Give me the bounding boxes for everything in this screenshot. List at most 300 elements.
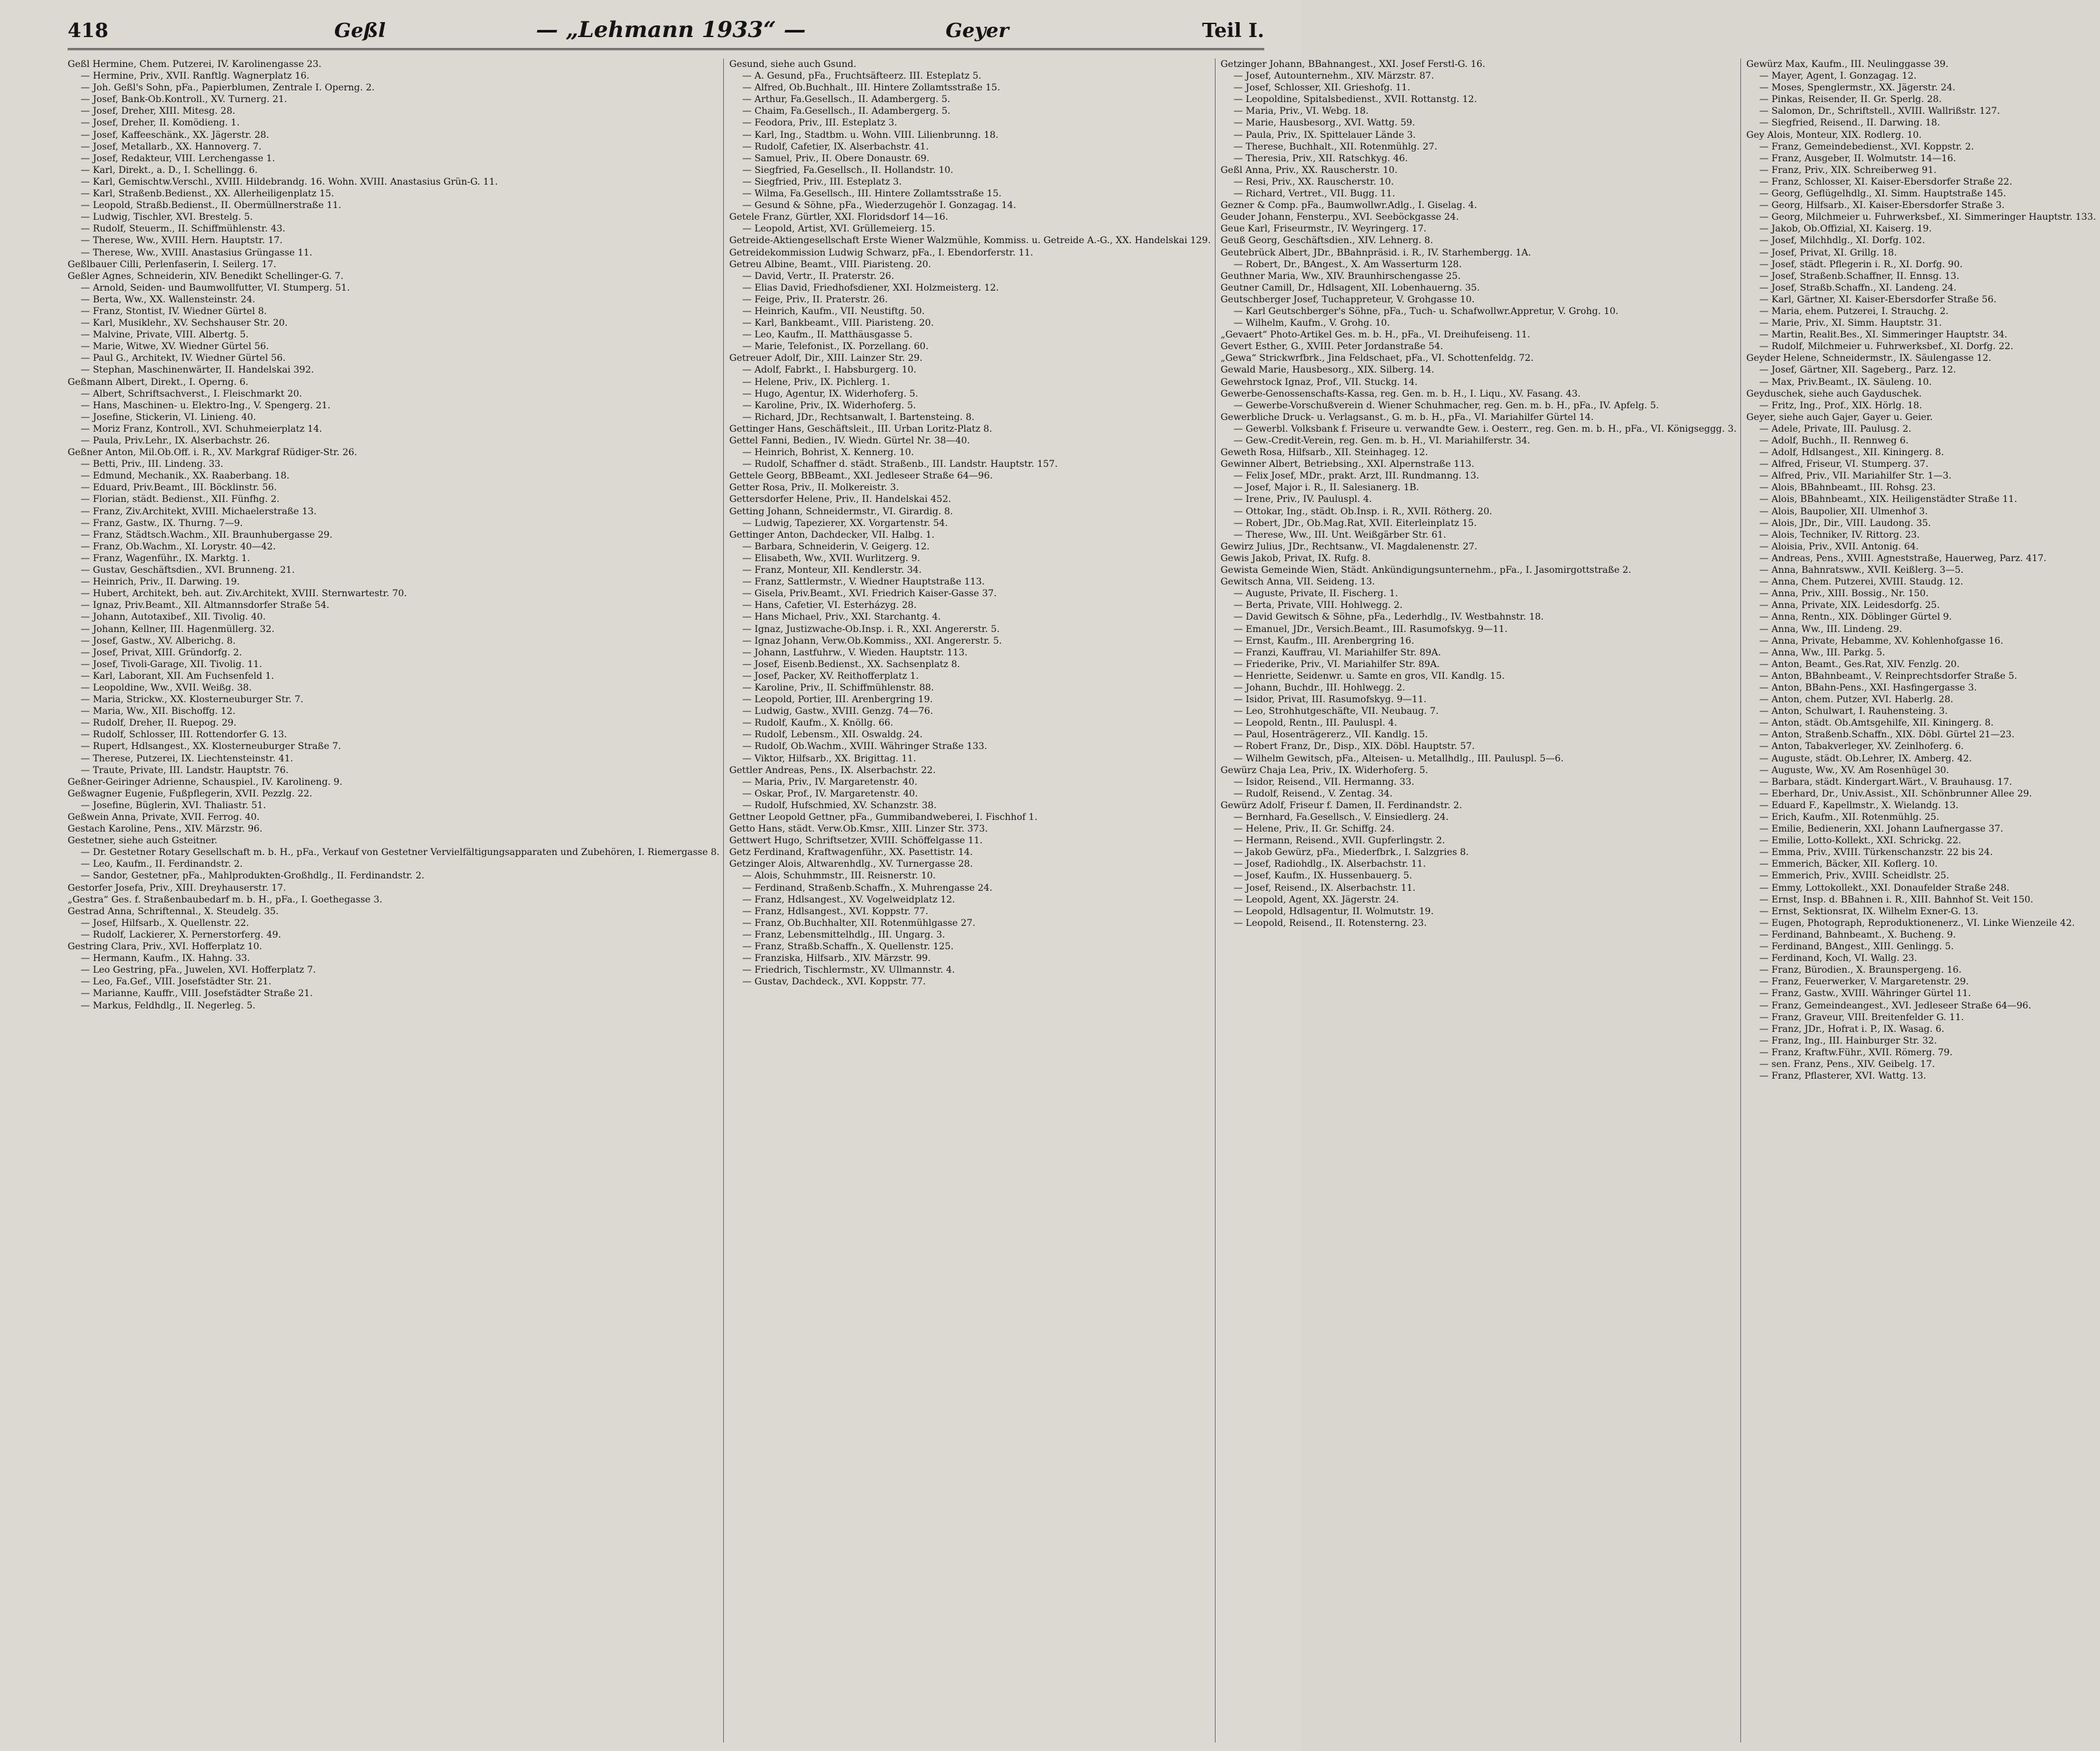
directory-entry: — Josef, Eisenb.Bedienst., XX. Sachsenplatz 8. bbox=[742, 659, 961, 670]
directory-columns bbox=[68, 59, 2096, 1743]
directory-entry: — Gustav, Geschäftsdien., XVI. Brunneng. 21. bbox=[81, 565, 295, 576]
directory-entry: — Georg, Hilfsarb., XI. Kaiser-Ebersdorfer Straße 3. bbox=[1759, 200, 2005, 211]
directory-entry: — David Gewitsch & Söhne, pFa., Lederhdlg., IV. Westbahnstr. 18. bbox=[1233, 612, 1544, 623]
directory-entry: Gewehrstock Ignaz, Prof., VII. Stuckg. 14. bbox=[1220, 376, 1418, 388]
directory-entry: Getele Franz, Gürtler, XXI. Floridsdorf 14—16. bbox=[729, 212, 948, 223]
directory-entry: — Gewerbl. Volksbank f. Friseure u. verwandte Gew. i. Oesterr., reg. Gen. m. b. H., pFa., VI. Königseggg. 3. bbox=[1233, 423, 1737, 434]
directory-entry: — Johann, Autotaxibef., XII. Tivolig. 40. bbox=[81, 612, 266, 623]
directory-entry: — Eduard, Priv.Beamt., III. Böcklinstr. 56. bbox=[81, 482, 277, 494]
directory-entry: — Franz, Ziv.Architekt, XVIII. Michaelerstraße 13. bbox=[81, 506, 317, 517]
directory-entry: — Eugen, Photograph, Reproduktionenerz., VI. Linke Wienzeile 42. bbox=[1759, 917, 2075, 928]
directory-entry: — Josef, Dreher, XIII. Mitesg. 28. bbox=[81, 106, 235, 117]
directory-entry: — Karl, Laborant, XII. Am Fuchsenfeld 1. bbox=[81, 670, 274, 681]
directory-entry: — Auguste, Ww., XV. Am Rosenhügel 30. bbox=[1759, 765, 1949, 776]
directory-entry: — Leo, Kaufm., II. Ferdinandstr. 2. bbox=[81, 859, 243, 870]
directory-column-3 bbox=[1221, 59, 1741, 1743]
right-running-head: Geyer bbox=[946, 20, 1009, 42]
directory-entry: — Franz, Hdlsangest., XVI. Koppstr. 77. bbox=[742, 906, 929, 917]
directory-entry: — Franz, Sattlermstr., V. Wiedner Hauptstraße 113. bbox=[742, 577, 985, 588]
directory-entry: Geßlbauer Cilli, Perlenfaserin, I. Seilerg. 17. bbox=[68, 259, 276, 270]
directory-entry: — Franz, Ob.Buchhalter, XII. Rotenmühlgasse 27. bbox=[742, 917, 976, 928]
directory-entry: — Franz, Gastw., XVIII. Währinger Gürtel 11. bbox=[1759, 988, 1971, 999]
directory-entry: — Traute, Private, III. Landstr. Hauptstr. 76. bbox=[81, 765, 289, 776]
directory-entry: Gewirz Julius, JDr., Rechtsanw., VI. Magdalenenstr. 27. bbox=[1220, 541, 1478, 552]
directory-entry: — Hermine, Priv., XVII. Ranftlg. Wagnerplatz 16. bbox=[81, 71, 310, 82]
directory-entry: — Ferdinand, BAngest., XIII. Genlingg. 5. bbox=[1759, 941, 1954, 953]
directory-entry: — Josef, Milchhdlg., XI. Dorfg. 102. bbox=[1759, 235, 1925, 246]
directory-entry: — Leopold, Hdlsagentur, II. Wolmutstr. 19. bbox=[1233, 906, 1434, 917]
directory-entry: — Josef, Straßb.Schaffn., XI. Landeng. 24. bbox=[1759, 282, 1957, 293]
directory-entry: — Auguste, Private, II. Fischerg. 1. bbox=[1233, 588, 1398, 599]
directory-entry: — Oskar, Prof., IV. Margaretenstr. 40. bbox=[742, 788, 918, 799]
directory-entry: Getzinger Alois, Altwarenhdlg., XV. Turnergasse 28. bbox=[729, 859, 973, 870]
directory-entry: — Josef, Gastw., XV. Alberichg. 8. bbox=[81, 635, 236, 646]
directory-entry: — Helene, Priv., II. Gr. Schiffg. 24. bbox=[1233, 824, 1395, 835]
directory-entry: — Franz, Priv., XIX. Schreiberweg 91. bbox=[1759, 165, 1937, 176]
directory-entry: — Feodora, Priv., III. Esteplatz 3. bbox=[742, 118, 897, 129]
directory-entry: — Josef, Hilfsarb., X. Quellenstr. 22. bbox=[81, 917, 249, 928]
directory-entry: — Theresia, Priv., XII. Ratschkyg. 46. bbox=[1233, 153, 1408, 164]
directory-entry: — Therese, Ww., III. Unt. Weißgärber Str. 61. bbox=[1233, 529, 1446, 540]
directory-entry: — Emmerich, Priv., XVIII. Scheidlstr. 25. bbox=[1759, 871, 1949, 882]
directory-entry: — Paul G., Architekt, IV. Wiedner Gürtel 56. bbox=[81, 353, 286, 364]
directory-entry: Gewitsch Anna, VII. Seideng. 13. bbox=[1220, 577, 1376, 588]
directory-entry: — Anna, Bahnratsww., XVII. Keißlerg. 3—5. bbox=[1759, 565, 1964, 576]
directory-entry: — Ignaz, Priv.Beamt., XII. Altmannsdorfer Straße 54. bbox=[81, 600, 330, 611]
directory-entry: — Isidor, Reisend., VII. Hermanng. 33. bbox=[1233, 776, 1415, 787]
directory-entry: — Jakob Gewürz, pFa., Miederfbrk., I. Salzgries 8. bbox=[1233, 847, 1469, 858]
directory-entry: — Hermann, Kaufm., IX. Hahng. 33. bbox=[81, 953, 250, 964]
directory-column-2 bbox=[729, 59, 1215, 1743]
directory-entry: — Ferdinand, Straßenb.Schaffn., X. Muhrengasse 24. bbox=[742, 882, 992, 893]
directory-entry: — Leo, Kaufm., II. Matthäusgasse 5. bbox=[742, 330, 913, 341]
directory-entry: — Alfred, Friseur, VI. Stumperg. 37. bbox=[1759, 459, 1929, 470]
directory-entry: Gevert Esther, G., XVIII. Peter Jordanstraße 54. bbox=[1220, 341, 1444, 352]
directory-entry: — Richard, Vertret., VII. Bugg. 11. bbox=[1233, 189, 1396, 200]
directory-entry: — Anna, Priv., XIII. Bossig., Nr. 150. bbox=[1759, 588, 1929, 599]
directory-entry: — Andreas, Pens., XVIII. Agneststraße, Hauerweg, Parz. 417. bbox=[1759, 553, 2047, 564]
directory-entry: Gettel Fanni, Bedien., IV. Wiedn. Gürtel Nr. 38—40. bbox=[729, 436, 970, 446]
directory-entry: — Martin, Realit.Bes., XI. Simmeringer Hauptstr. 34. bbox=[1759, 330, 2008, 341]
directory-entry: — Pinkas, Reisender, II. Gr. Sperlg. 28. bbox=[1759, 94, 1942, 105]
directory-entry: — Max, Priv.Beamt., IX. Säuleng. 10. bbox=[1759, 376, 1932, 388]
directory-entry: — Alfred, Priv., VII. Mariahilfer Str. 1—3. bbox=[1759, 471, 1952, 482]
directory-entry: — Johann, Buchdr., III. Hohlwegg. 2. bbox=[1233, 682, 1405, 693]
directory-entry: — Emmy, Lottokollekt., XXI. Donaufelder Straße 248. bbox=[1759, 882, 2010, 893]
directory-entry: — Franz, Ing., III. Hainburger Str. 32. bbox=[1759, 1035, 1937, 1046]
directory-entry: Gettler Andreas, Pens., IX. Alserbachstr. 22. bbox=[729, 765, 936, 776]
directory-entry: — Franz, Ausgeber, II. Wolmutstr. 14—16. bbox=[1759, 153, 1956, 164]
directory-entry: — Anna, Rentn., XIX. Döblinger Gürtel 9. bbox=[1759, 612, 1952, 623]
directory-entry: Geue Karl, Friseurmstr., IV. Weyringerg. 17. bbox=[1220, 224, 1427, 235]
directory-entry: — Maria, ehem. Putzerei, I. Strauchg. 2. bbox=[1759, 306, 1949, 317]
directory-entry: — Arthur, Fa.Gesellsch., II. Adambergerg. 5. bbox=[742, 94, 951, 105]
directory-entry: — Isidor, Privat, III. Rasumofskyg. 9—11. bbox=[1233, 694, 1427, 705]
directory-entry: — Alois, Baupolier, XII. Ulmenhof 3. bbox=[1759, 506, 1928, 517]
directory-entry: — Barbara, städt. Kindergart.Wärt., V. Brauhausg. 17. bbox=[1759, 776, 2012, 787]
directory-entry: — Hermann, Reisend., XVII. Gupferlingstr. 2. bbox=[1233, 836, 1445, 847]
directory-entry: — Franz, Graveur, VIII. Breitenfelder G. 11. bbox=[1759, 1012, 1964, 1023]
directory-entry: — Therese, Buchhalt., XII. Rotenmühlg. 27. bbox=[1233, 141, 1438, 152]
directory-entry: — Wilhelm, Kaufm., V. Grohg. 10. bbox=[1233, 318, 1390, 329]
directory-entry: Gettwert Hugo, Schriftsetzer, XVIII. Schöffelgasse 11. bbox=[729, 836, 983, 847]
directory-entry: — Betti, Priv., III. Lindeng. 33. bbox=[81, 459, 224, 470]
directory-entry: — Emilie, Lotto-Kollekt., XXI. Schrickg. 22. bbox=[1759, 836, 1961, 847]
directory-entry: — Anton, städt. Ob.Amtsgehilfe, XII. Kiningerg. 8. bbox=[1759, 718, 1994, 729]
directory-entry: — Rudolf, Reisend., V. Zentag. 34. bbox=[1233, 788, 1393, 799]
directory-entry: — Robert Franz, Dr., Disp., XIX. Döbl. Hauptstr. 57. bbox=[1233, 741, 1475, 752]
directory-entry: — Franz, Straßb.Schaffn., X. Quellenstr. 125. bbox=[742, 941, 954, 953]
directory-entry: — Salomon, Dr., Schriftstell., XVIII. Wallrißstr. 127. bbox=[1759, 106, 2000, 117]
directory-entry: Gewinner Albert, Betriebsing., XXI. Alpernstraße 113. bbox=[1220, 459, 1474, 470]
directory-entry: — Karl, Straßenb.Bedienst., XX. Allerheiligenplatz 15. bbox=[81, 189, 334, 200]
directory-entry: — Franz, Ob.Wachm., XI. Lorystr. 40—42. bbox=[81, 541, 276, 552]
directory-entry: — Gisela, Priv.Beamt., XVI. Friedrich Kaiser-Gasse 37. bbox=[742, 588, 997, 599]
directory-entry: — Heinrich, Priv., II. Darwing. 19. bbox=[81, 577, 240, 588]
directory-entry: — Markus, Feldhdlg., II. Negerleg. 5. bbox=[81, 1000, 256, 1011]
directory-entry: — Karl, Gärtner, XI. Kaiser-Ebersdorfer Straße 56. bbox=[1759, 294, 1997, 305]
directory-entry: Geßmann Albert, Direkt., I. Operng. 6. bbox=[68, 376, 248, 388]
directory-entry: — Franz, JDr., Hofrat i. P., IX. Wasag. 6. bbox=[1759, 1023, 1945, 1034]
directory-entry: Gewista Gemeinde Wien, Städt. Ankündigungsunternehm., pFa., I. Jasomirgottstraße 2. bbox=[1220, 565, 1632, 576]
directory-entry: — Therese, Ww., XVIII. Hern. Hauptstr. 17. bbox=[81, 235, 283, 246]
directory-entry: Gettele Georg, BBBeamt., XXI. Jedleseer Straße 64—96. bbox=[729, 471, 993, 482]
directory-entry: — Johann, Kellner, III. Hagenmüllerg. 32. bbox=[81, 624, 275, 635]
directory-entry: — Emanuel, JDr., Versich.Beamt., III. Rasumofskyg. 9—11. bbox=[1233, 624, 1508, 635]
directory-entry: — Hugo, Agentur, IX. Widerhoferg. 5. bbox=[742, 388, 918, 399]
directory-entry: — Wilhelm Gewitsch, pFa., Alteisen- u. Metallhdlg., III. Pauluspl. 5—6. bbox=[1233, 753, 1564, 764]
directory-entry: Geßl Hermine, Chem. Putzerei, IV. Karolinengasse 23. bbox=[68, 59, 322, 70]
directory-entry: — Karl, Musiklehr., XV. Sechshauser Str. 20. bbox=[81, 318, 288, 329]
directory-entry: — Gew.-Credit-Verein, reg. Gen. m. b. H., VI. Mariahilferstr. 34. bbox=[1233, 436, 1530, 446]
directory-entry: — Rudolf, Schlosser, III. Rottendorfer G. 13. bbox=[81, 730, 287, 741]
directory-entry: — Alois, Techniker, IV. Rittorg. 23. bbox=[1759, 529, 1920, 540]
directory-entry: — Marie, Witwe, XV. Wiedner Gürtel 56. bbox=[81, 341, 269, 352]
directory-entry: — Leopoldine, Ww., XVII. Weißg. 38. bbox=[81, 682, 252, 693]
directory-entry: — Henriette, Seidenwr. u. Samte en gros, VII. Kandlg. 15. bbox=[1233, 670, 1505, 681]
directory-entry: — Leopoldine, Spitalsbedienst., XVII. Rottanstg. 12. bbox=[1233, 94, 1478, 105]
directory-entry: Gezner & Comp. pFa., Baumwollwr.Adlg., I. Giselag. 4. bbox=[1220, 200, 1478, 211]
directory-entry: — Wilma, Fa.Gesellsch., III. Hintere Zollamtsstraße 15. bbox=[742, 189, 1002, 200]
directory-entry: — Adolf, Fabrkt., I. Habsburgerg. 10. bbox=[742, 365, 917, 376]
directory-entry: — Franz, Hdlsangest., XV. Vogelweidplatz 12. bbox=[742, 894, 955, 905]
directory-entry: Getting Johann, Schneidermstr., VI. Girardig. 8. bbox=[729, 506, 953, 517]
directory-entry: — Rudolf, Dreher, II. Ruepog. 29. bbox=[81, 718, 237, 729]
directory-entry: — Franz, Bürodien., X. Braunspergeng. 16. bbox=[1759, 965, 1962, 976]
directory-entry: — Emilie, Bedienerin, XXI. Johann Laufnergasse 37. bbox=[1759, 824, 2004, 835]
directory-entry: — Anna, Chem. Putzerei, XVIII. Staudg. 12. bbox=[1759, 577, 1963, 588]
directory-entry: — Therese, Putzerei, IX. Liechtensteinstr. 41. bbox=[81, 753, 293, 764]
directory-entry: — Josef, Privat, XI. Grillg. 18. bbox=[1759, 247, 1897, 258]
directory-entry: — Rudolf, Hufschmied, XV. Schanzstr. 38. bbox=[742, 800, 937, 811]
directory-entry: — Josef, Straßenb.Schaffner, II. Ennsg. 13. bbox=[1759, 270, 1960, 282]
publication-title: — „Lehmann 1933“ — bbox=[536, 17, 806, 43]
directory-entry: — Felix Josef, MDr., prakt. Arzt, III. Rundmanng. 13. bbox=[1233, 471, 1480, 482]
directory-entry: — Johann, Lastfuhrw., V. Wieden. Hauptstr. 113. bbox=[742, 647, 968, 658]
directory-entry: — Helene, Priv., IX. Pichlerg. 1. bbox=[742, 376, 890, 388]
directory-entry: — Josef, Dreher, II. Komödieng. 1. bbox=[81, 118, 240, 129]
directory-entry: Geyer, siehe auch Gajer, Gayer u. Geier. bbox=[1746, 412, 1933, 423]
directory-entry: — Ernst, Insp. d. BBahnen i. R., XIII. Bahnhof St. Veit 150. bbox=[1759, 894, 2034, 905]
directory-entry: Getzinger Johann, BBahnangest., XXI. Josef Ferstl-G. 16. bbox=[1220, 59, 1485, 70]
directory-entry: — Bernhard, Fa.Gesellsch., V. Einsiedlerg. 24. bbox=[1233, 812, 1449, 823]
directory-entry: — Emmerich, Bäcker, XII. Koflerg. 10. bbox=[1759, 859, 1938, 870]
directory-entry: — Erich, Kaufm., XII. Rotenmühlg. 25. bbox=[1759, 812, 1939, 823]
directory-entry: — A. Gesund, pFa., Fruchtsäfteerz. III. Esteplatz 5. bbox=[742, 71, 981, 82]
directory-entry: Gewis Jakob, Privat, IX. Rufg. 8. bbox=[1220, 553, 1371, 564]
directory-entry: — Aloisia, Priv., XVII. Antonig. 64. bbox=[1759, 541, 1919, 552]
directory-entry: — Karoline, Priv., IX. Widerhoferg. 5. bbox=[742, 400, 916, 411]
directory-entry: — Josefine, Stickerin, VI. Linieng. 40. bbox=[81, 412, 256, 423]
directory-entry: — Barbara, Schneiderin, V. Geigerg. 12. bbox=[742, 541, 930, 552]
directory-entry: Geßwagner Eugenie, Fußpflegerin, XVII. Pezzlg. 22. bbox=[68, 788, 313, 799]
directory-entry: Geßner-Geiringer Adrienne, Schauspiel., IV. Karolineng. 9. bbox=[68, 776, 343, 787]
directory-entry: — Anton, Tabakverleger, XV. Zeinlhoferg. 6. bbox=[1759, 741, 1964, 752]
directory-entry: Gewerbe-Genossenschafts-Kassa, reg. Gen. m. b. H., I. Liqu., XV. Fasang. 43. bbox=[1220, 388, 1581, 399]
directory-entry: — Resi, Priv., XX. Rauscherstr. 10. bbox=[1233, 176, 1394, 187]
directory-entry: — Gewerbe-Vorschußverein d. Wiener Schuhmacher, reg. Gen. m. b. H., pFa., IV. Apfelg. 5. bbox=[1233, 400, 1659, 411]
directory-entry: — Josef, Major i. R., II. Salesianerg. 1B. bbox=[1233, 482, 1420, 494]
directory-entry: — Ernst, Kaufm., III. Arenbergring 16. bbox=[1233, 635, 1415, 646]
directory-entry: — Franz, Gastw., IX. Thurng. 7—9. bbox=[81, 518, 243, 529]
directory-entry: — Sandor, Gestetner, pFa., Mahlprodukten-Großhdlg., II. Ferdinandstr. 2. bbox=[81, 871, 425, 882]
directory-entry: — Feige, Priv., II. Praterstr. 26. bbox=[742, 294, 888, 305]
directory-entry: — Leo, Strohhutgeschäfte, VII. Neubaug. 7. bbox=[1233, 706, 1439, 717]
directory-entry: Gestach Karoline, Pens., XIV. Märzstr. 96. bbox=[68, 824, 263, 835]
directory-entry: — sen. Franz, Pens., XIV. Geibelg. 17. bbox=[1759, 1059, 1935, 1070]
directory-entry: — Franz, Feuerwerker, V. Margaretenstr. 29. bbox=[1759, 977, 1969, 988]
directory-entry: — Maria, Strickw., XX. Klosterneuburger Str. 7. bbox=[81, 694, 304, 705]
directory-entry: — Mayer, Agent, I. Gonzagag. 12. bbox=[1759, 71, 1917, 82]
directory-entry: — Maria, Ww., XII. Bischoffg. 12. bbox=[81, 706, 235, 717]
directory-entry: Gewerbliche Druck- u. Verlagsanst., G. m. b. H., pFa., VI. Mariahilfer Gürtel 14. bbox=[1220, 412, 1594, 423]
directory-entry: — Anna, Ww., III. Lindeng. 29. bbox=[1759, 624, 1902, 635]
directory-entry: — Franz, Schlosser, XI. Kaiser-Ebersdorfer Straße 22. bbox=[1759, 176, 2013, 187]
directory-entry: — Ferdinand, Bahnbeamt., X. Bucheng. 9. bbox=[1759, 929, 1956, 940]
directory-entry: — Ignaz, Justizwache-Ob.Insp. i. R., XXI. Angererstr. 5. bbox=[742, 624, 1000, 635]
directory-entry: — Elias David, Friedhofsdiener, XXI. Holzmeisterg. 12. bbox=[742, 282, 999, 293]
page-header bbox=[68, 17, 1264, 50]
directory-entry: — Richard, JDr., Rechtsanwalt, I. Bartensteing. 8. bbox=[742, 412, 975, 423]
directory-entry: — Ignaz Johann, Verw.Ob.Kommiss., XXI. Angererstr. 5. bbox=[742, 635, 1002, 646]
directory-entry: — Dr. Gestetner Rotary Gesellschaft m. b. H., pFa., Verkauf von Gestetner Vervielfältigungsapparaten und Zubehören, I. Riemergasse 8. bbox=[81, 847, 720, 858]
directory-entry: Geßwein Anna, Private, XVII. Ferrog. 40. bbox=[68, 812, 260, 823]
directory-entry: — Florian, städt. Bedienst., XII. Fünfhg. 2. bbox=[81, 494, 280, 505]
directory-entry: — Josef, Redakteur, VIII. Lerchengasse 1. bbox=[81, 153, 275, 164]
directory-entry: — Rudolf, Steuerm., II. Schiffmühlenstr. 43. bbox=[81, 224, 286, 235]
directory-entry: Geutner Camill, Dr., Hdlsagent, XII. Lobenhauerng. 35. bbox=[1220, 282, 1480, 293]
directory-entry: — Franz, Wagenführ., IX. Marktg. 1. bbox=[81, 553, 250, 564]
directory-entry: — Paula, Priv., IX. Spittelauer Lände 3. bbox=[1233, 129, 1416, 140]
directory-column-1 bbox=[68, 59, 724, 1743]
directory-entry: — Moriz Franz, Kontroll., XVI. Schuhmeierplatz 14. bbox=[81, 423, 323, 434]
directory-entry: — Auguste, städt. Ob.Lehrer, IX. Amberg. 42. bbox=[1759, 753, 1973, 764]
directory-entry: Gettinger Anton, Dachdecker, VII. Halbg. 1. bbox=[729, 529, 935, 540]
directory-entry: — Karl, Bankbeamt., VIII. Piaristeng. 20. bbox=[742, 318, 934, 329]
directory-entry: Gey Alois, Monteur, XIX. Rodlerg. 10. bbox=[1746, 129, 1922, 140]
directory-entry: — Franziska, Hilfsarb., XIV. Märzstr. 99. bbox=[742, 953, 931, 964]
directory-entry: — Franz, Gemeindebedienst., XVI. Koppstr. 2. bbox=[1759, 141, 1974, 152]
directory-entry: — Leopold, Artist, XVI. Grüllemeierg. 15. bbox=[742, 224, 935, 235]
directory-entry: — Josef, städt. Pflegerin i. R., XI. Dorfg. 90. bbox=[1759, 259, 1963, 270]
directory-entry: — Rupert, Hdlsangest., XX. Klosterneuburger Straße 7. bbox=[81, 741, 341, 752]
directory-entry: — Alois, BBahnbeamt., III. Rohsg. 23. bbox=[1759, 482, 1936, 494]
directory-entry: — Josefine, Büglerin, XVI. Thaliastr. 51. bbox=[81, 800, 267, 811]
directory-entry: — Anna, Ww., III. Parkg. 5. bbox=[1759, 647, 1885, 658]
directory-entry: — Leopold, Rentn., III. Pauluspl. 4. bbox=[1233, 718, 1398, 729]
directory-entry: — Anton, chem. Putzer, XVI. Haberlg. 28. bbox=[1759, 694, 1954, 705]
directory-entry: — Rudolf, Lackierer, X. Pernerstorferg. 49. bbox=[81, 929, 282, 940]
directory-entry: Gettner Leopold Gettner, pFa., Gummibandweberei, I. Fischhof 1. bbox=[729, 812, 1038, 823]
directory-entry: — Marianne, Kauffr., VIII. Josefstädter Straße 21. bbox=[81, 988, 313, 999]
part-label: Teil I. bbox=[1202, 20, 1264, 42]
directory-entry: — Franz, Gemeindeangest., XVI. Jedleseer Straße 64—96. bbox=[1759, 1000, 2032, 1011]
directory-entry: — Viktor, Hilfsarb., XX. Brigittag. 11. bbox=[742, 753, 916, 764]
directory-entry: Getto Hans, städt. Verw.Ob.Kmsr., XIII. Linzer Str. 373. bbox=[729, 824, 988, 835]
directory-entry: — Josef, Tivoli-Garage, XII. Tivolig. 11. bbox=[81, 659, 262, 670]
directory-entry: Gewürz Max, Kaufm., III. Neulinggasse 39. bbox=[1746, 59, 1949, 70]
directory-entry: — Josef, Kaffeeschänk., XX. Jägerstr. 28. bbox=[81, 129, 269, 140]
directory-entry: — Ludwig, Gastw., XVIII. Genzg. 74—76. bbox=[742, 706, 933, 717]
directory-entry: — Ottokar, Ing., städt. Ob.Insp. i. R., XVII. Rötherg. 20. bbox=[1233, 506, 1493, 517]
directory-entry: Geuthner Maria, Ww., XIV. Braunhirschengasse 25. bbox=[1220, 270, 1461, 282]
directory-entry: — Anton, BBahnbeamt., V. Reinprechtsdorfer Straße 5. bbox=[1759, 670, 2017, 681]
directory-entry: — Berta, Ww., XX. Wallensteinstr. 24. bbox=[81, 294, 256, 305]
directory-entry: — Heinrich, Kaufm., VII. Neustiftg. 50. bbox=[742, 306, 925, 317]
directory-entry: — Georg, Milchmeier u. Fuhrwerksbef., XI. Simmeringer Hauptstr. 133. bbox=[1759, 212, 2096, 223]
directory-entry: — Leopold, Agent, XX. Jägerstr. 24. bbox=[1233, 894, 1400, 905]
directory-entry: Gestetner, siehe auch Gsteitner. bbox=[68, 836, 218, 847]
directory-column-4 bbox=[1746, 59, 2100, 1743]
directory-entry: Gestorfer Josefa, Priv., XIII. Dreyhauserstr. 17. bbox=[68, 882, 286, 893]
directory-entry: — Alois, JDr., Dir., VIII. Laudong. 35. bbox=[1759, 518, 1932, 529]
directory-entry: — Ernst, Sektionsrat, IX. Wilhelm Exner-G. 13. bbox=[1759, 906, 1979, 917]
directory-entry: — Adolf, Buchh., II. Rennweg 6. bbox=[1759, 436, 1909, 446]
directory-entry: Geutebrück Albert, JDr., BBahnpräsid. i. R., IV. Starhembergg. 1A. bbox=[1220, 247, 1532, 258]
directory-entry: — Chaim, Fa.Gesellsch., II. Adambergerg. 5. bbox=[742, 106, 951, 117]
directory-entry: — Franz, Monteur, XII. Kendlerstr. 34. bbox=[742, 565, 922, 576]
directory-entry: — Eberhard, Dr., Univ.Assist., XII. Schönbrunner Allee 29. bbox=[1759, 788, 2032, 799]
directory-entry: Getreu Albine, Beamt., VIII. Piaristeng. 20. bbox=[729, 259, 931, 270]
directory-entry: Gestring Clara, Priv., XVI. Hofferplatz 10. bbox=[68, 941, 263, 953]
directory-entry: — Rudolf, Lebensm., XII. Oswaldg. 24. bbox=[742, 730, 923, 741]
directory-entry: — Rudolf, Cafetier, IX. Alserbachstr. 41. bbox=[742, 141, 929, 152]
directory-entry: — Leo, Fa.Gef., VIII. Josefstädter Str. 21. bbox=[81, 977, 272, 988]
directory-entry: — Karoline, Priv., II. Schiffmühlenstr. 88. bbox=[742, 682, 935, 693]
directory-entry: — Anna, Private, Hebamme, XV. Kohlenhofgasse 16. bbox=[1759, 635, 2004, 646]
left-running-head: Geßl bbox=[334, 20, 386, 42]
directory-entry: — Elisabeth, Ww., XVII. Wurlitzerg. 9. bbox=[742, 553, 920, 564]
directory-entry: — Josef, Packer, XV. Reithofferplatz 1. bbox=[742, 670, 919, 681]
directory-entry: — Irene, Priv., IV. Pauluspl. 4. bbox=[1233, 494, 1372, 505]
directory-entry: — Josef, Reisend., IX. Alserbachstr. 11. bbox=[1233, 882, 1416, 893]
directory-entry: — Marie, Hausbesorg., XVI. Wattg. 59. bbox=[1233, 118, 1415, 129]
directory-entry: — Friederike, Priv., VI. Mariahilfer Str. 89A. bbox=[1233, 659, 1440, 670]
directory-entry: — Josef, Autounternehm., XIV. Märzstr. 87. bbox=[1233, 71, 1435, 82]
directory-entry: Geßl Anna, Priv., XX. Rauscherstr. 10. bbox=[1220, 165, 1398, 176]
directory-entry: Getz Ferdinand, Kraftwagenführ., XX. Pasettistr. 14. bbox=[729, 847, 973, 858]
directory-entry: — Friedrich, Tischlermstr., XV. Ullmannstr. 4. bbox=[742, 965, 955, 976]
directory-entry: — Alois, Schuhmmstr., III. Reisnerstr. 10. bbox=[742, 871, 936, 882]
directory-entry: Geyduschek, siehe auch Gayduschek. bbox=[1746, 388, 1922, 399]
directory-entry: — Marie, Telefonist., IX. Porzellang. 60. bbox=[742, 341, 929, 352]
directory-entry: — Robert, Dr., BAngest., X. Am Wasserturm 128. bbox=[1233, 259, 1462, 270]
directory-entry: — Josef, Metallarb., XX. Hannoverg. 7. bbox=[81, 141, 262, 152]
directory-entry: Gettersdorfer Helene, Priv., II. Handelskai 452. bbox=[729, 494, 951, 505]
directory-entry: — Hans Michael, Priv., XXI. Starchantg. 4. bbox=[742, 612, 941, 623]
directory-entry: — Anton, Schulwart, I. Rauhensteing. 3. bbox=[1759, 706, 1948, 717]
directory-entry: — Franz, Städtsch.Wachm., XII. Braunhubergasse 29. bbox=[81, 529, 333, 540]
directory-entry: — Franzi, Kauffrau, VI. Mariahilfer Str. 89A. bbox=[1233, 647, 1441, 658]
directory-entry: — Jakob, Ob.Offizial, XI. Kaiserg. 19. bbox=[1759, 224, 1932, 235]
directory-entry: — Leo Gestring, pFa., Juwelen, XVI. Hofferplatz 7. bbox=[81, 965, 316, 976]
directory-entry: — Paula, Priv.Lehr., IX. Alserbachstr. 26. bbox=[81, 436, 271, 446]
directory-entry: — Alois, BBahnbeamt., XIX. Heiligenstädter Straße 11. bbox=[1759, 494, 2017, 505]
directory-entry: — Franz, Kraftw.Führ., XVII. Römerg. 79. bbox=[1759, 1047, 1953, 1058]
directory-entry: Gewürz Adolf, Friseur f. Damen, II. Ferdinandstr. 2. bbox=[1220, 800, 1463, 811]
directory-entry: — Moses, Spenglermstr., XX. Jägerstr. 24. bbox=[1759, 83, 1956, 94]
directory-entry: Gettinger Hans, Geschäftsleit., III. Urban Loritz-Platz 8. bbox=[729, 423, 992, 434]
directory-entry: — Alfred, Ob.Buchhalt., III. Hintere Zollamtsstraße 15. bbox=[742, 83, 1000, 94]
directory-entry: — Ferdinand, Koch, VI. Wallg. 23. bbox=[1759, 953, 1917, 964]
directory-entry: — Eduard F., Kapellmstr., X. Wielandg. 13. bbox=[1759, 800, 1959, 811]
directory-entry: — Siegfried, Fa.Gesellsch., II. Hollandstr. 10. bbox=[742, 165, 953, 176]
directory-entry: — Gustav, Dachdeck., XVI. Koppstr. 77. bbox=[742, 977, 926, 988]
directory-entry: — Emma, Priv., XVIII. Türkenschanzstr. 22 bis 24. bbox=[1759, 847, 1993, 858]
directory-entry: — Hans, Maschinen- u. Elektro-Ing., V. Spengerg. 21. bbox=[81, 400, 331, 411]
directory-entry: „Gevaert“ Photo-Artikel Ges. m. b. H., pFa., VI. Dreihufeiseng. 11. bbox=[1220, 330, 1530, 341]
directory-entry: Getreuer Adolf, Dir., XIII. Lainzer Str. 29. bbox=[729, 353, 923, 364]
directory-entry: — Anton, Beamt., Ges.Rat, XIV. Fenzlg. 20. bbox=[1759, 659, 1960, 670]
directory-entry: Geweth Rosa, Hilfsarb., XII. Steinhageg. 12. bbox=[1220, 447, 1428, 458]
directory-entry: — Anton, Straßenb.Schaffn., XIX. Döbl. Gürtel 21—23. bbox=[1759, 730, 2015, 741]
directory-entry: — Joh. Geßl's Sohn, pFa., Papierblumen, Zentrale I. Operng. 2. bbox=[81, 83, 375, 94]
directory-entry: — Franz, Lebensmittelhdlg., III. Ungarg. 3. bbox=[742, 929, 946, 940]
directory-entry: — Josef, Kaufm., IX. Hussenbauerg. 5. bbox=[1233, 871, 1413, 882]
directory-entry: Geßler Agnes, Schneiderin, XIV. Benedikt Schellinger-G. 7. bbox=[68, 270, 344, 282]
directory-entry: — Stephan, Maschinenwärter, II. Handelskai 392. bbox=[81, 365, 314, 376]
directory-entry: Geutschberger Josef, Tuchappreteur, V. Grohgasse 10. bbox=[1220, 294, 1475, 305]
directory-entry: — Albert, Schriftsachverst., I. Fleischmarkt 20. bbox=[81, 388, 302, 399]
directory-entry: — Adolf, Hdlsangest., XII. Kiningerg. 8. bbox=[1759, 447, 1945, 458]
directory-entry: — Georg, Geflügelhdlg., XI. Simm. Hauptstraße 145. bbox=[1759, 189, 2006, 200]
directory-entry: — Anna, Private, XIX. Leidesdorfg. 25. bbox=[1759, 600, 1940, 611]
directory-entry: — Rudolf, Schaffner d. städt. Straßenb., III. Landstr. Hauptstr. 157. bbox=[742, 459, 1058, 470]
directory-entry: — Robert, JDr., Ob.Mag.Rat, XVII. Eiterleinplatz 15. bbox=[1233, 518, 1477, 529]
directory-entry: — Karl, Ing., Stadtbm. u. Wohn. VIII. Lilienbrunng. 18. bbox=[742, 129, 999, 140]
directory-entry: — Hans, Cafetier, VI. Esterházyg. 28. bbox=[742, 600, 917, 611]
directory-entry: — Rudolf, Ob.Wachm., XVIII. Währinger Straße 133. bbox=[742, 741, 987, 752]
directory-entry: — Malvine, Private, VIII. Albertg. 5. bbox=[81, 330, 249, 341]
directory-entry: — Rudolf, Milchmeier u. Fuhrwerksbef., XI. Dorfg. 22. bbox=[1759, 341, 2014, 352]
directory-entry: — Ludwig, Tapezierer, XX. Vorgartenstr. 54. bbox=[742, 518, 948, 529]
directory-entry: — David, Vertr., II. Praterstr. 26. bbox=[742, 270, 894, 282]
directory-entry: — Ludwig, Tischler, XVI. Brestelg. 5. bbox=[81, 212, 253, 223]
page-number: 418 bbox=[68, 20, 109, 42]
directory-entry: — Leopold, Straßb.Bedienst., II. Obermüllnerstraße 11. bbox=[81, 200, 341, 211]
directory-entry: — Leopold, Portier, III. Arenbergring 19. bbox=[742, 694, 933, 705]
directory-entry: Geyder Helene, Schneidermstr., IX. Säulengasse 12. bbox=[1746, 353, 1991, 364]
directory-entry: Getreide-Aktiengesellschaft Erste Wiener Walzmühle, Kommiss. u. Getreide A.-G., XX. Handelskai 129. bbox=[729, 235, 1211, 246]
directory-entry: Geuß Georg, Geschäftsdien., XIV. Lehnerg. 8. bbox=[1220, 235, 1433, 246]
directory-entry: — Maria, Priv., VI. Webg. 18. bbox=[1233, 106, 1369, 117]
directory-entry: Gestrad Anna, Schriftennal., X. Steudelg. 35. bbox=[68, 906, 279, 917]
directory-entry: — Leopold, Reisend., II. Rotensterng. 23. bbox=[1233, 917, 1427, 928]
directory-entry: — Josef, Schlosser, XII. Grieshofg. 11. bbox=[1233, 83, 1411, 94]
directory-entry: — Therese, Ww., XVIII. Anastasius Grüngasse 11. bbox=[81, 247, 313, 258]
directory-entry: — Josef, Privat, XIII. Gründorfg. 2. bbox=[81, 647, 243, 658]
directory-entry: Geuder Johann, Fensterpu., XVI. Seeböckgasse 24. bbox=[1220, 212, 1459, 223]
